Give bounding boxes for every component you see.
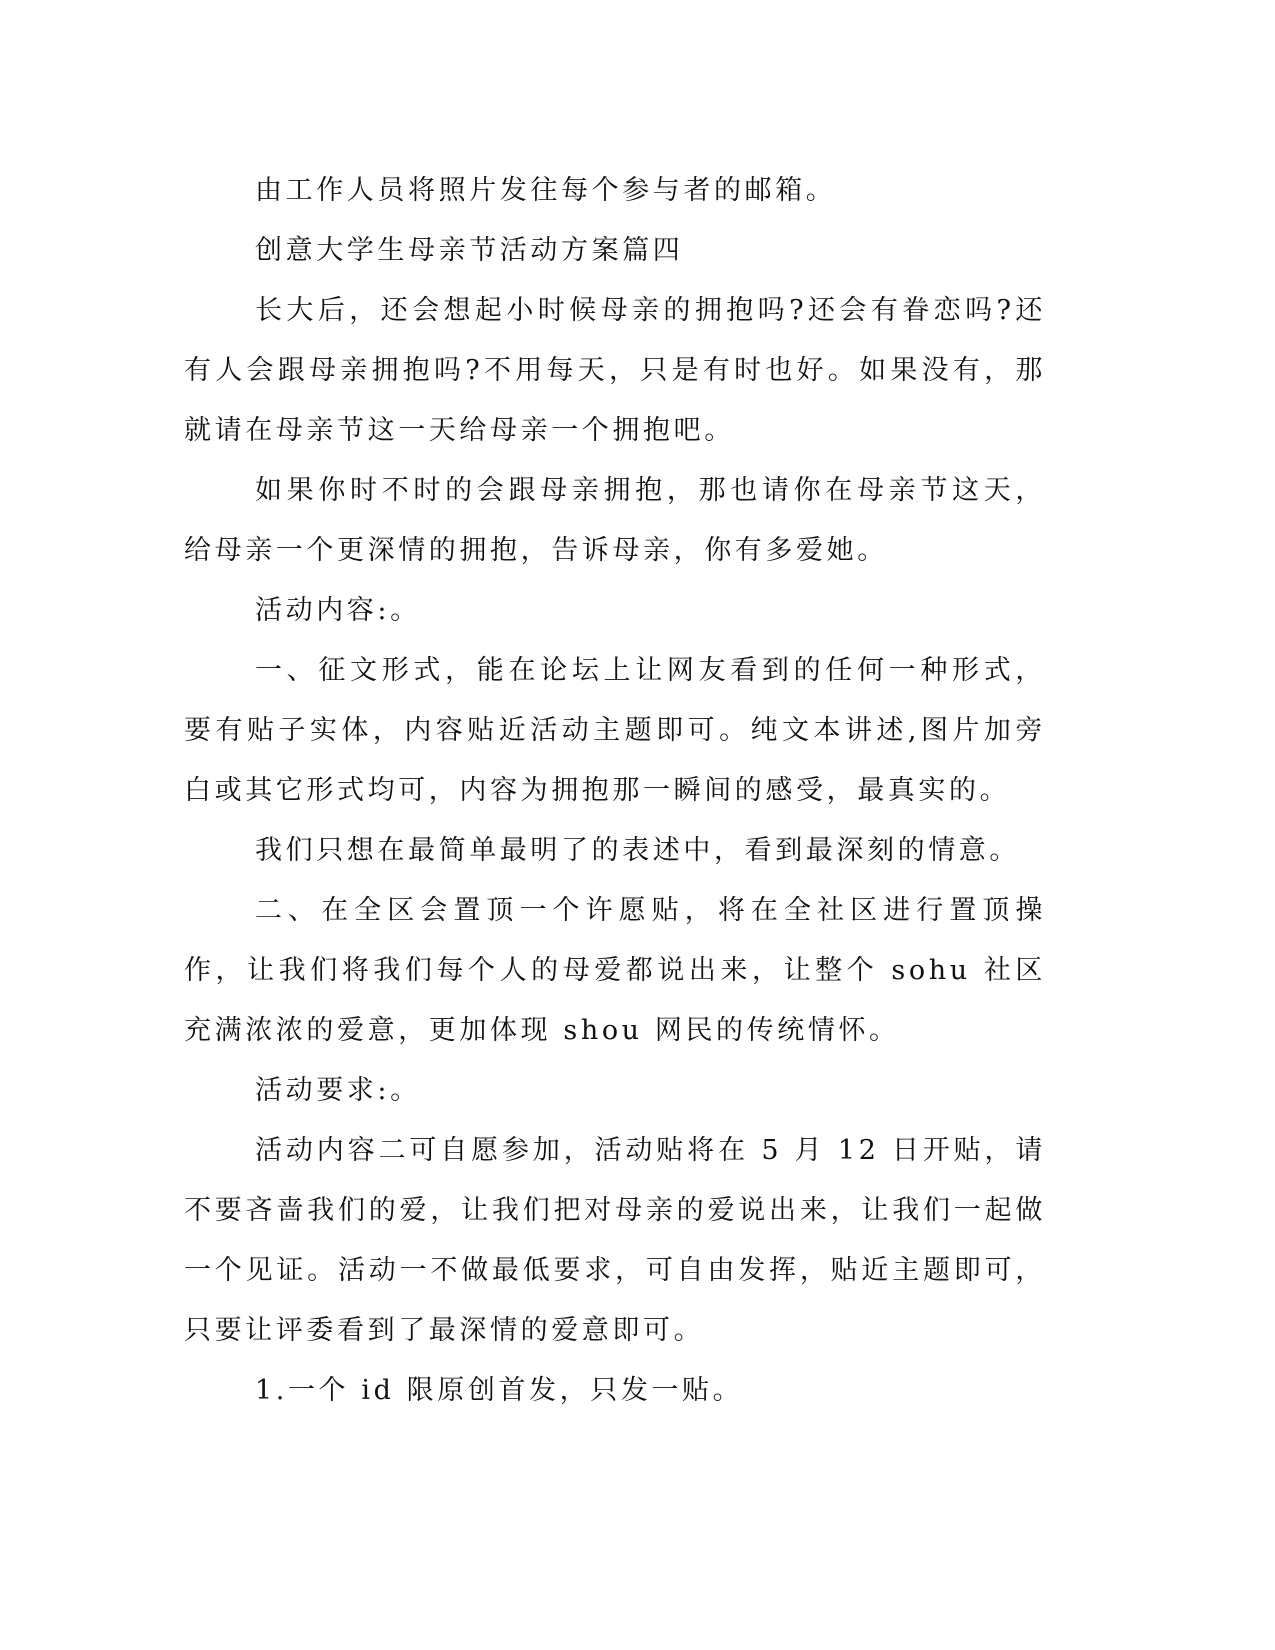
section-heading: 创意大学生母亲节活动方案篇四 bbox=[255, 235, 684, 266]
paragraph-intro: 长大后，还会想起小时候母亲的拥抱吗?还会有眷恋吗?还有人会跟母亲拥抱吗?不用每天，只是有时也好。如果没有，那就请在母亲节这一天给母亲一个拥抱吧。 bbox=[184, 295, 1046, 446]
paragraph-requirements-label: 活动要求:。 bbox=[255, 1075, 421, 1106]
document-body bbox=[184, 161, 1046, 1421]
paragraph-rule-one: 1.一个 id 限原创首发，只发一贴。 bbox=[255, 1375, 744, 1406]
paragraph-simple-expression: 我们只想在最简单最明了的表述中，看到最深刻的情意。 bbox=[255, 835, 1020, 866]
paragraph-essay-form: 一、征文形式，能在论坛上让网友看到的任何一种形式，要有贴子实体，内容贴近活动主题即可。纯文本讲述,图片加旁白或其它形式均可，内容为拥抱那一瞬间的感受，最真实的。 bbox=[184, 655, 1046, 806]
paragraph-wish-post: 二、在全区会置顶一个许愿贴，将在全社区进行置顶操作，让我们将我们每个人的母爱都说出来，让整个 sohu 社区充满浓浓的爱意，更加体现 shou 网民的传统情怀。 bbox=[184, 895, 1046, 1046]
paragraph-requirements-detail: 活动内容二可自愿参加，活动贴将在 5 月 12 日开贴，请不要吝啬我们的爱，让我们把对母亲的爱说出来，让我们一起做一个见证。活动一不做最低要求，可自由发挥，贴近主题即可，只要让评委看到了最深情的爱意即可。 bbox=[184, 1135, 1046, 1346]
paragraph-deeper-hug: 如果你时不时的会跟母亲拥抱，那也请你在母亲节这天，给母亲一个更深情的拥抱，告诉母亲，你有多爱她。 bbox=[184, 475, 1046, 566]
paragraph-email-note: 由工作人员将照片发往每个参与者的邮箱。 bbox=[255, 175, 837, 206]
paragraph-activity-content-label: 活动内容:。 bbox=[255, 595, 421, 626]
